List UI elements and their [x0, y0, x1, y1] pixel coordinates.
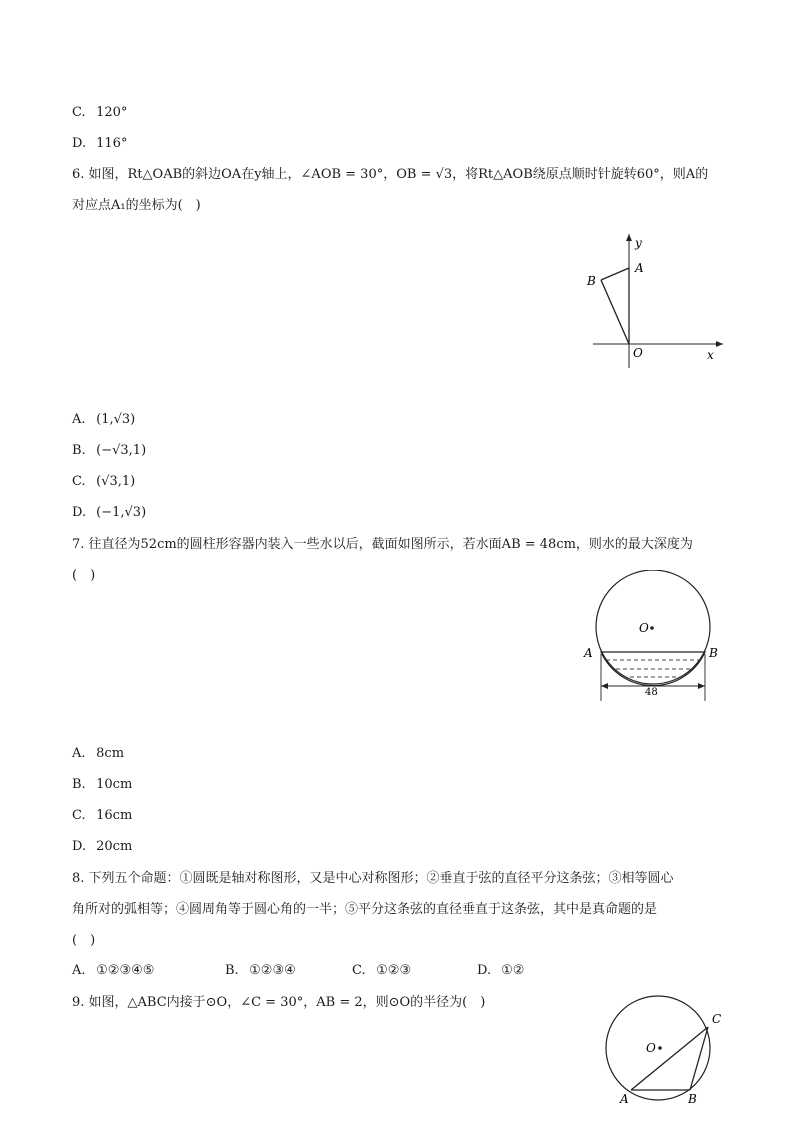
q9-stem-line1: 9. 如图，△ABC内接于⊙O，∠C = 30°，AB = 2，则⊙O的半径为( ) — [72, 995, 486, 1010]
option-label: B. — [72, 443, 86, 458]
label-c: C — [712, 1012, 722, 1026]
dimension-left-arrow-icon — [601, 683, 608, 689]
q8-stem-line1: 8. 下列五个命题：①圆既是轴对称图形，又是中心对称图形；②垂直于弦的直径平分这条弦；③相等圆心 — [72, 871, 674, 886]
label-o: O — [633, 346, 643, 360]
q8-option-b — [225, 961, 296, 981]
q8-option-d — [477, 961, 524, 981]
q6-option-b — [72, 441, 146, 461]
label-b: B — [688, 1092, 697, 1106]
option-label: C. — [72, 474, 86, 489]
option-text: ①②③④ — [249, 963, 296, 978]
q7-stem-line2: ( ) — [72, 568, 96, 583]
option-text: (−1,√3) — [96, 505, 147, 520]
option-label: D. — [72, 839, 87, 854]
option-label: B. — [225, 963, 239, 978]
dimension-right-arrow-icon — [698, 683, 705, 689]
q7-stem-line1: 7. 往直径为52cm的圆柱形容器内装入一些水以后，截面如图所示，若水面AB = 48cm，则水的最大深度为 — [72, 537, 693, 552]
q8-stem-line3: ( ) — [72, 933, 96, 948]
option-label: C. — [72, 105, 86, 120]
label-o: O — [646, 1041, 656, 1055]
q6-option-d — [72, 503, 146, 523]
q6-coordinate-figure — [585, 228, 730, 382]
q6-option-c — [72, 472, 135, 492]
q9-circle-figure — [600, 990, 735, 1124]
label-o: O — [639, 621, 649, 635]
label-y: y — [635, 236, 642, 250]
option-text: (−√3,1) — [96, 443, 147, 458]
option-text: ①②③ — [376, 963, 412, 978]
x-axis-arrow-icon — [716, 341, 723, 347]
option-text: (1,√3) — [96, 412, 136, 427]
segment-ob — [601, 280, 629, 344]
q7-option-d — [72, 837, 132, 857]
option-label: A. — [72, 746, 86, 761]
q7-option-c — [72, 806, 132, 826]
option-label: D. — [72, 136, 87, 151]
option-text: 16cm — [96, 808, 133, 823]
label-x: x — [707, 348, 714, 362]
q8-option-c — [352, 961, 411, 981]
option-label: D. — [477, 963, 492, 978]
q7-circle-figure — [578, 570, 728, 714]
label-b: B — [587, 274, 596, 288]
y-axis-arrow-icon — [626, 234, 632, 241]
label-48: 48 — [645, 687, 658, 698]
q5-option-d — [72, 134, 127, 154]
q5-option-c — [72, 103, 127, 123]
option-label: C. — [72, 808, 86, 823]
q6-stem-line1: 6. 如图，Rt△OAB的斜边OA在y轴上，∠AOB = 30°，OB = √3，将Rt△AOB绕原点顺时针旋转60°，则A的 — [72, 167, 709, 182]
option-text: ①② — [501, 963, 525, 978]
option-label: B. — [72, 777, 86, 792]
q7-option-a — [72, 744, 124, 764]
q8-stem-line2: 角所对的弧相等；④圆周角等于圆心角的一半；⑤平分这条弦的直径垂直于这条弦，其中是真命题的是 — [72, 902, 658, 917]
segment-ab — [601, 268, 629, 280]
circumscribed-circle — [606, 996, 710, 1100]
option-text: 120° — [96, 105, 128, 120]
center-point — [658, 1046, 662, 1050]
q6-option-a — [72, 410, 135, 430]
option-text: 20cm — [96, 839, 133, 854]
option-text: (√3,1) — [96, 474, 136, 489]
label-b: B — [709, 646, 718, 660]
option-text: ①②③④⑤ — [96, 963, 155, 978]
label-a: A — [620, 1092, 629, 1106]
segment-ac — [631, 1027, 708, 1090]
option-label: A. — [72, 963, 86, 978]
option-text: 10cm — [96, 777, 133, 792]
option-label: C. — [352, 963, 366, 978]
option-text: 8cm — [96, 746, 125, 761]
q6-stem-line2: 对应点A₁的坐标为( ) — [72, 198, 201, 213]
q8-option-a — [72, 961, 154, 981]
option-label: D. — [72, 505, 87, 520]
center-point — [650, 626, 654, 630]
label-a: A — [584, 646, 593, 660]
option-text: 116° — [96, 136, 128, 151]
option-label: A. — [72, 412, 86, 427]
q7-option-b — [72, 775, 132, 795]
label-a: A — [635, 261, 644, 275]
